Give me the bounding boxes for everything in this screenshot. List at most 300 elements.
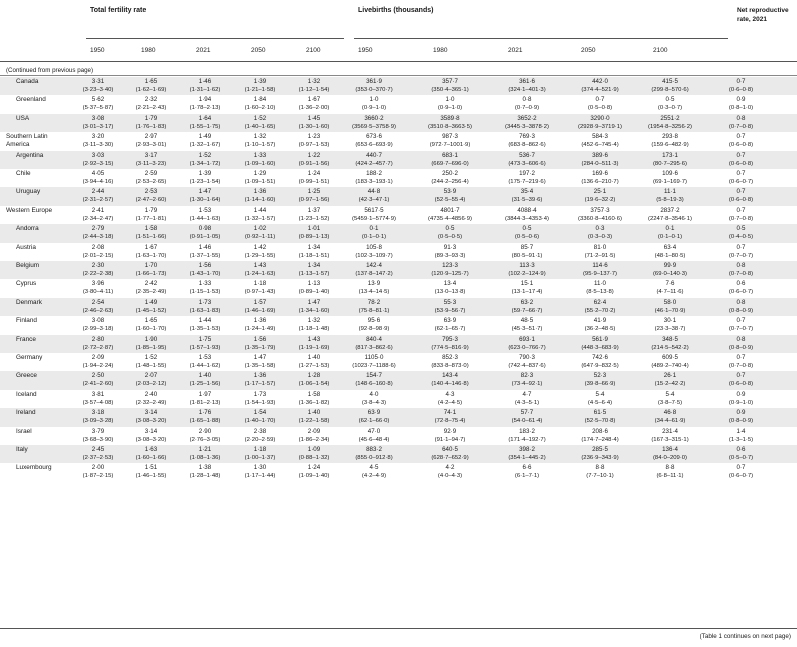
cell-value: 81·0: [593, 243, 607, 251]
cell-interval: (1954·8–3256·2): [648, 123, 692, 130]
livebirths-cell: [410, 464, 490, 480]
country-name: Argentina: [16, 151, 44, 159]
cell-interval: (45·6–48·4): [358, 436, 390, 443]
cell-interval: (0·7–0·7): [728, 326, 754, 333]
cell-value: 5·62: [91, 96, 105, 104]
livebirths-cell: [334, 299, 414, 315]
cell-interval: (623·0–766·7): [508, 344, 546, 351]
cell-interval: (80·7–295·6): [652, 160, 688, 167]
cell-value: 398·2: [519, 446, 535, 453]
cell-value: 2·32: [144, 96, 158, 104]
cell-value: 197·2: [519, 170, 535, 177]
livebirths-cell: [487, 336, 567, 352]
cell-interval: (0·6–0·7): [728, 289, 754, 296]
cell-interval: (350·4–365·1): [431, 87, 469, 93]
cell-interval: (140·4–146·8): [431, 381, 469, 388]
cell-value: 6·6: [522, 464, 532, 472]
cell-value: 3·17: [144, 151, 158, 159]
cell-value: 840·4: [366, 335, 382, 343]
cell-interval: (72·8–75·4): [434, 418, 466, 425]
cell-interval: (284·0–511·3): [581, 160, 619, 167]
cell-interval: (299·8–570·6): [651, 87, 689, 93]
cell-value: 0·7: [736, 133, 746, 141]
cell-interval: (1·60–1·70): [135, 326, 167, 333]
cell-interval: (13·1–17·4): [511, 289, 543, 296]
cell-value: 2·00: [91, 464, 105, 472]
cell-value: 1·46: [198, 78, 212, 85]
cell-interval: (448·3–683·9): [581, 344, 619, 351]
cell-interval: (1·55–1·75): [189, 123, 221, 130]
livebirths-cell: [334, 428, 414, 444]
cell-value: 1·63: [144, 446, 158, 453]
livebirths-cell: [487, 354, 567, 370]
cell-value: 58·0: [663, 298, 677, 306]
cell-value: 1·47: [307, 298, 321, 306]
cell-interval: (1·63–1·70): [135, 252, 167, 259]
cell-interval: (2247·8–3546·1): [648, 215, 692, 222]
cell-interval: (84·0–209·0): [652, 455, 688, 461]
cell-interval: (175·7–219·6): [508, 179, 546, 185]
cell-interval: (15·2–42·2): [654, 381, 686, 388]
livebirths-cell: [410, 262, 490, 278]
cell-value: 35·4: [520, 188, 534, 196]
cell-value: 1·40: [307, 409, 321, 417]
cell-value: 4·05: [91, 170, 105, 177]
livebirths-cell: [334, 446, 414, 462]
cell-value: 4801·7: [440, 206, 460, 214]
cell-value: 1·65: [144, 317, 158, 325]
cell-interval: (0·6–0·8): [728, 197, 754, 204]
cell-value: 231·4: [662, 427, 678, 435]
livebirths-header-rule: [354, 38, 728, 39]
cell-interval: (683·8–862·6): [508, 142, 546, 149]
header-bottom-rule: [0, 61, 797, 62]
cell-value: 136·4: [662, 446, 678, 453]
livebirths-cell: [630, 354, 710, 370]
cell-value: 1·47: [253, 354, 267, 361]
cell-value: 1·73: [253, 390, 267, 398]
cell-value: 4·3: [445, 390, 455, 398]
cell-interval: (45·3–51·7): [511, 326, 543, 333]
cell-value: 1·0: [445, 96, 455, 104]
cell-value: 3757·3: [590, 206, 610, 214]
cell-interval: (374·4–521·9): [581, 87, 619, 93]
cell-value: 1·36: [253, 188, 267, 196]
cell-value: 1·43: [307, 335, 321, 343]
cell-interval: (0·89–1·40): [298, 289, 330, 296]
livebirths-cell: [487, 262, 567, 278]
cell-interval: (3360·8–4160·6): [578, 215, 622, 222]
cell-value: 5617·5: [364, 206, 384, 214]
country-name: Greece: [16, 372, 37, 380]
cell-value: 1·4: [736, 427, 746, 435]
cell-value: 1·49: [198, 133, 212, 141]
livebirths-cell: [334, 372, 414, 388]
cell-interval: (2·01–2·15): [82, 252, 114, 259]
cell-value: 1·0: [369, 96, 379, 104]
cell-interval: (817·3–862·6): [355, 344, 393, 351]
country-name: Finland: [16, 317, 37, 325]
cell-interval: (1·60–1·66): [135, 455, 167, 461]
cell-value: 2·54: [91, 298, 105, 306]
cell-interval: (1·18–1·48): [298, 326, 330, 333]
cell-interval: (2928·9–3719·1): [578, 123, 622, 130]
cell-interval: (1·23–1·52): [298, 215, 330, 222]
region-name: Southern Latin: [6, 133, 48, 141]
cell-value: 3·03: [91, 151, 105, 159]
cell-interval: (669·7–696·0): [431, 160, 469, 167]
cell-interval: (1·77–1·81): [135, 215, 167, 222]
livebirths-cell: [560, 262, 640, 278]
livebirths-cell: [630, 78, 710, 94]
cell-value: 2·41: [91, 206, 105, 214]
cell-value: 3·20: [91, 133, 105, 141]
cell-value: 1·38: [198, 464, 212, 472]
cell-interval: (972·7–1001·9): [429, 142, 471, 149]
cell-value: 4·5: [369, 464, 379, 472]
cell-interval: (23·3–38·7): [654, 326, 686, 333]
cell-interval: (1·35–1·79): [244, 344, 276, 351]
cell-value: 693·1: [519, 335, 535, 343]
cell-value: 0·7: [736, 354, 746, 361]
cell-value: 1·09: [307, 446, 321, 453]
cell-interval: (3·01–3·17): [82, 123, 114, 130]
cell-interval: (1·29–1·55): [244, 252, 276, 259]
cell-value: 105·8: [366, 243, 382, 251]
country-name: Israel: [16, 427, 32, 435]
country-name: USA: [16, 114, 30, 122]
cell-value: 442·0: [592, 78, 608, 85]
country-name: Ireland: [16, 409, 36, 417]
cell-interval: (0·89–1·13): [298, 234, 330, 241]
cell-value: 8·8: [595, 464, 605, 472]
nrr-cell: [701, 78, 781, 94]
cell-value: 143·4: [442, 372, 458, 380]
country-name: Chile: [16, 170, 31, 177]
cell-value: 1·40: [198, 372, 212, 380]
livebirths-cell: [487, 409, 567, 425]
cell-value: 2·07: [144, 372, 158, 380]
cell-interval: (0·91–1·05): [189, 234, 221, 241]
cell-interval: (183·3–193·1): [355, 179, 393, 185]
cell-interval: (2·47–2·60): [135, 197, 167, 204]
nrr-cell: [701, 299, 781, 315]
livebirths-cell: [410, 188, 490, 204]
livebirths-cell: [487, 170, 567, 186]
cell-value: 15·1: [520, 280, 534, 288]
cell-value: 1·32: [307, 317, 321, 325]
cell-value: 173·1: [662, 151, 678, 159]
country-name: France: [16, 335, 36, 343]
cell-value: 0·7: [736, 243, 746, 251]
cell-value: 1·65: [144, 78, 158, 85]
cell-interval: (855·0–912·8): [355, 455, 393, 461]
cell-value: 2·38: [253, 427, 267, 435]
country-name: Iceland: [16, 390, 37, 398]
cell-value: 2·80: [91, 335, 105, 343]
cell-interval: (1·48–1·55): [135, 363, 167, 369]
cell-interval: (2·37–2·53): [82, 455, 114, 461]
cell-interval: (1·3–1·5): [728, 436, 754, 443]
cell-interval: (774·5–816·9): [431, 344, 469, 351]
cell-value: 2837·2: [660, 206, 680, 214]
cell-value: 1·30: [253, 464, 267, 472]
cell-interval: (3·68–3·90): [82, 436, 114, 443]
tfr-year-2050: 2050: [251, 47, 266, 54]
livebirths-cell: [560, 409, 640, 425]
nrr-cell: [701, 280, 781, 296]
cell-interval: (174·7–248·4): [581, 436, 619, 443]
livebirths-cell: [630, 207, 710, 223]
cell-interval: (324·1–401·3): [508, 87, 546, 93]
cell-interval: (52·5–70·8): [584, 418, 616, 425]
livebirths-cell: [334, 391, 414, 407]
nrr-cell: [701, 262, 781, 278]
cell-interval: (236·9–343·9): [581, 455, 619, 461]
cell-value: 41·9: [593, 317, 607, 325]
cell-value: 0·8: [736, 114, 746, 122]
cell-interval: (0·9–1·0): [361, 105, 387, 112]
tfr-header-rule: [86, 38, 344, 39]
livebirths-cell: [334, 188, 414, 204]
cell-value: 208·6: [592, 427, 608, 435]
cell-interval: (80·5–91·1): [511, 252, 543, 259]
cell-value: 0·7: [736, 170, 746, 177]
cell-value: 742·6: [592, 354, 608, 361]
cell-interval: (353·0–370·7): [355, 87, 393, 93]
cell-interval: (1·25–1·56): [189, 381, 221, 388]
cell-value: 1·76: [198, 409, 212, 417]
cell-interval: (3·11–3·23): [135, 160, 167, 167]
cell-interval: (1·17–1·57): [244, 381, 276, 388]
cell-value: 25·1: [593, 188, 607, 196]
cell-interval: (833·8–873·0): [431, 363, 469, 369]
cell-value: 1·23: [307, 133, 321, 141]
cell-interval: (120·9–125·7): [431, 271, 469, 277]
cell-interval: (5·37–5·87): [82, 105, 114, 112]
cell-value: 4088·4: [517, 206, 537, 214]
cell-value: 1·22: [307, 151, 321, 159]
cell-interval: (1·10–1·57): [244, 142, 276, 149]
cell-value: 1·75: [198, 335, 212, 343]
cell-value: 1·36: [253, 372, 267, 380]
cell-interval: (2·20–2·59): [244, 436, 276, 443]
livebirths-cell: [560, 207, 640, 223]
livebirths-cell: [410, 152, 490, 168]
cell-interval: (0·6–0·8): [728, 142, 754, 149]
livebirths-cell: [630, 133, 710, 149]
cell-interval: (92·8–98·9): [358, 326, 390, 333]
cell-interval: (653·6–693·9): [355, 142, 393, 149]
cell-value: 0·9: [736, 390, 746, 398]
tfr-year-2021: 2021: [196, 47, 211, 54]
cell-interval: (1·36–1·82): [298, 399, 330, 406]
cell-value: 1·73: [198, 298, 212, 306]
cell-interval: (1·12–1·54): [298, 87, 330, 93]
cell-interval: (0·7–0·8): [728, 363, 754, 369]
cell-interval: (1·32–1·57): [244, 215, 276, 222]
cell-value: 8·8: [665, 464, 675, 472]
cell-value: 11·0: [594, 280, 606, 288]
cell-interval: (6·8–11·1): [656, 473, 684, 480]
cell-interval: (69·1–169·7): [652, 179, 688, 185]
cell-interval: (102·2–124·9): [508, 271, 546, 277]
livebirths-cell: [560, 428, 640, 444]
cell-value: 1·45: [307, 114, 321, 122]
cell-value: 61·5: [593, 409, 607, 417]
cell-interval: (148·6–160·8): [355, 381, 393, 388]
livebirths-cell: [410, 115, 490, 131]
cell-interval: (0·91–1·56): [298, 160, 330, 167]
cell-value: 0·1: [369, 225, 379, 233]
cell-interval: (0·6–0·8): [728, 160, 754, 167]
cell-value: 2·53: [144, 188, 158, 196]
cell-interval: (71·2–91·5): [584, 252, 616, 259]
cell-interval: (62·1–66·0): [358, 418, 390, 425]
cell-value: 389·6: [592, 151, 608, 159]
cell-value: 1·33: [253, 151, 267, 159]
nrr-cell: [701, 391, 781, 407]
cell-value: 0·5: [665, 96, 675, 104]
cell-interval: (2·31–2·57): [82, 197, 114, 204]
cell-interval: (54·0–61·4): [511, 418, 543, 425]
cell-interval: (1·45–1·52): [135, 307, 167, 314]
livebirths-cell: [487, 299, 567, 315]
cell-value: 48·5: [520, 317, 534, 325]
cell-value: 0·8: [736, 335, 746, 343]
cell-interval: (1·06–1·54): [298, 381, 330, 388]
cell-value: 3660·2: [364, 114, 384, 122]
cell-interval: (42·3–47·1): [358, 197, 390, 204]
cell-value: 169·6: [592, 170, 608, 177]
cell-interval: (2·76–3·05): [189, 436, 221, 443]
cell-value: 1·34: [307, 243, 321, 251]
cell-value: 0·9: [736, 409, 746, 417]
cell-interval: (3·11–3·30): [82, 142, 114, 149]
cell-interval: (1·81–2·13): [189, 399, 221, 406]
cell-value: 0·7: [736, 78, 746, 85]
cell-interval: (95·9–137·7): [582, 271, 618, 277]
livebirths-cell: [334, 464, 414, 480]
livebirths-cell: [410, 96, 490, 112]
cell-value: 0·7: [736, 151, 746, 159]
cell-value: 3·96: [91, 280, 105, 288]
cell-value: 0·7: [736, 464, 746, 472]
livebirths-cell: [487, 244, 567, 260]
cell-interval: (3·80–4·11): [82, 289, 114, 296]
continues-note: (Table 1 continues on next page): [699, 633, 791, 640]
cell-interval: (0·8–1·0): [728, 105, 754, 112]
cell-interval: (1·13–1·57): [298, 271, 330, 277]
livebirths-cell: [560, 391, 640, 407]
cell-interval: (2·21–2·43): [135, 105, 167, 112]
cell-interval: (0·9–1·0): [728, 399, 754, 406]
cell-value: 1·02: [253, 225, 267, 233]
cell-value: 361·9: [366, 78, 382, 85]
cell-interval: (1·21–1·58): [244, 87, 276, 93]
cell-value: 3·18: [91, 409, 105, 417]
livebirths-cell: [630, 446, 710, 462]
livebirths-cell: [560, 372, 640, 388]
cell-interval: (46·1–70·9): [654, 307, 686, 314]
cell-value: 1·54: [253, 409, 267, 417]
cell-interval: (75·8–81·1): [358, 307, 390, 314]
cell-value: 1·40: [307, 354, 321, 361]
cell-interval: (473·3–606·6): [508, 160, 546, 167]
cell-interval: (55·2–70·2): [584, 307, 616, 314]
livebirths-cell: [630, 96, 710, 112]
cell-interval: (1·43–1·70): [189, 271, 221, 277]
cell-value: 1·33: [198, 280, 212, 288]
cell-interval: (0·5–0·5): [437, 234, 463, 241]
cell-interval: (171·4–192·7): [508, 436, 546, 443]
livebirths-cell: [560, 225, 640, 241]
cell-interval: (1·85–1·95): [135, 344, 167, 351]
cell-interval: (1·65–1·88): [189, 418, 221, 425]
cell-interval: (136·6–210·7): [581, 179, 619, 185]
cell-value: 1·32: [253, 133, 267, 141]
nrr-cell: [701, 409, 781, 425]
cell-value: 1·52: [144, 354, 158, 361]
livebirths-cell: [630, 372, 710, 388]
cell-interval: (2·34–2·47): [82, 215, 114, 222]
cell-value: 2·42: [144, 280, 158, 288]
cell-value: 188·2: [366, 170, 382, 177]
cell-value: 1·34: [307, 262, 321, 269]
cell-interval: (0·97–1·53): [298, 142, 330, 149]
livebirths-cell: [410, 336, 490, 352]
cell-interval: (4·7–11·6): [656, 289, 684, 296]
cell-interval: (2·92–3·15): [82, 160, 114, 167]
cell-interval: (4·3–5·1): [514, 399, 540, 406]
cell-value: 2·45: [91, 446, 105, 453]
cell-value: 1·57: [253, 298, 267, 306]
cell-interval: (3·08–3·20): [135, 418, 167, 425]
cell-value: 0·7: [736, 188, 746, 196]
cell-interval: (1·63–1·83): [189, 307, 221, 314]
cell-value: 0·6: [736, 446, 746, 453]
cell-interval: (36·2–48·5): [584, 326, 616, 333]
cell-interval: (1·17–1·44): [244, 473, 276, 480]
cell-value: 0·7: [736, 372, 746, 380]
livebirths-cell: [560, 188, 640, 204]
cell-interval: (1·66–1·73): [135, 271, 167, 277]
livebirths-cell: [630, 170, 710, 186]
cell-interval: (489·2–740·4): [651, 363, 689, 369]
livebirths-cell: [630, 225, 710, 241]
cell-value: 4·2: [445, 464, 455, 472]
nrr-cell: [701, 372, 781, 388]
cell-value: 2·09: [91, 354, 105, 361]
cell-interval: (1·35–1·53): [189, 326, 221, 333]
cell-value: 1·58: [307, 390, 321, 398]
cell-interval: (1·24–1·49): [244, 326, 276, 333]
cell-value: 13·4: [443, 280, 457, 288]
livebirths-cell: [410, 372, 490, 388]
country-name: Uruguay: [16, 188, 41, 196]
cell-interval: (1·87–2·15): [82, 473, 114, 480]
cell-value: 0·8: [736, 298, 746, 306]
cell-interval: (2·99–3·18): [82, 326, 114, 333]
livebirths-cell: [334, 280, 414, 296]
cell-value: 55·3: [443, 298, 457, 306]
cell-interval: (1·09–1·40): [298, 473, 330, 480]
cell-interval: (354·1–445·2): [508, 455, 546, 461]
cell-value: 113·3: [519, 262, 535, 269]
cell-value: 91·3: [443, 243, 457, 251]
cell-value: 2·79: [91, 225, 105, 233]
livebirths-cell: [410, 133, 490, 149]
